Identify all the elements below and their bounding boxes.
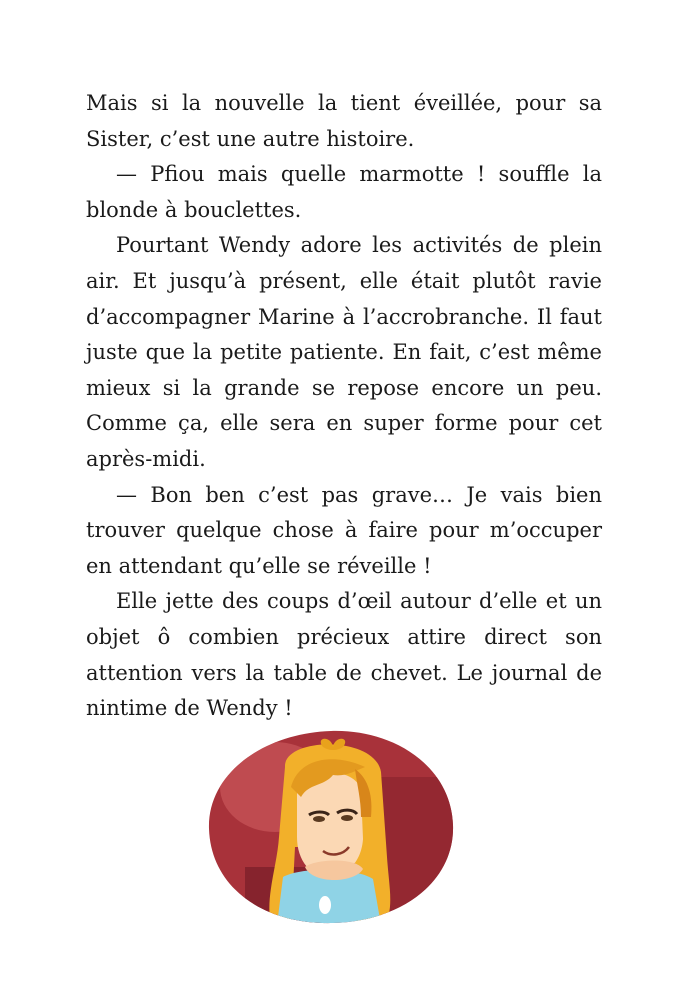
paragraph: — Bon ben c’est pas grave… Je vais bien trouver quelque chose à faire pour m’occuper en attendant qu’elle se réveille ! <box>86 482 602 578</box>
paragraph: Mais si la nouvelle la tient éveillée, pour sa Sister, c’est une autre histoire. <box>86 91 602 151</box>
paragraph: Elle jette des coups d’œil autour d’elle et un objet ô combien précieux attire direct son attention vers la table de chevet. Le journal de nintime de Wendy ! <box>86 589 602 721</box>
paragraph: Pourtant Wendy adore les activités de plein air. Et jusqu’à présent, elle était plutôt ravie d’accompagner Marine à l’accrobranche. Il faut juste que la petite patiente. En fait, c’est même mieux si la grande se repose encore un peu. Comme ça, elle sera en super forme pour cet après-midi. <box>86 233 602 471</box>
girl-illustration <box>205 727 457 925</box>
paragraph: — Pfiou mais quelle marmotte ! souffle la blonde à bouclettes. <box>86 162 602 222</box>
story-text <box>86 86 602 727</box>
